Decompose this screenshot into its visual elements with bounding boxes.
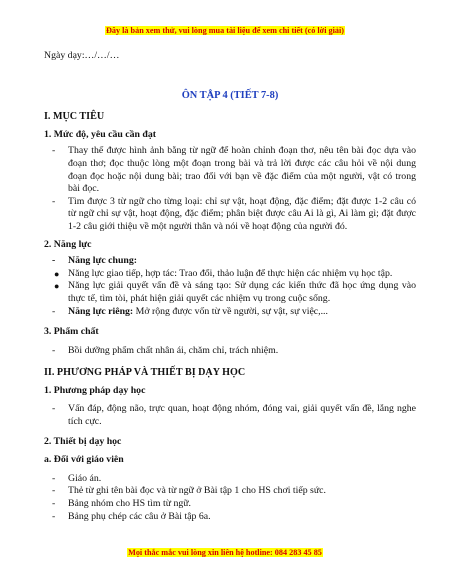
hotline-banner-text: Mọi thắc mắc vui lòng xin liên hệ hotline: 084 283 45 85 xyxy=(128,548,322,557)
methods-list xyxy=(44,403,416,428)
document-page xyxy=(44,50,416,523)
preview-banner-text: Đây là bản xem thử, vui lòng mua tài liệu để xem chi tiết (có lời giải) xyxy=(105,26,344,35)
list-item-text: Năng lực giao tiếp, hợp tác: Trao đổi, thảo luận để thực hiện các nhiệm vụ học tập. xyxy=(68,267,393,279)
section-objectives-heading: I. MỤC TIÊU xyxy=(44,111,105,123)
lesson-title: ÔN TẬP 4 (TIẾT 7-8) xyxy=(181,89,279,101)
list-item xyxy=(54,280,416,305)
general-competency-label: - Năng lực chung: xyxy=(68,255,416,268)
section-methods-heading: II. PHƯƠNG PHÁP VÀ THIẾT BỊ DẠY HỌC xyxy=(44,367,246,379)
qualities-list xyxy=(44,345,416,358)
list-item xyxy=(54,267,416,281)
teacher-heading: a. Đối với giáo viên xyxy=(44,454,124,466)
requirements-list xyxy=(44,145,416,233)
specific-competency-text: Mở rộng được vốn từ về người, sự vật, sự việc,... xyxy=(133,305,328,317)
list-item: - Tìm được 3 từ ngữ cho từng loại: chỉ sự vật, hoạt động, đặc điểm; đặt được 1-2 câu có từ ngữ chỉ sự vật, hoạt động, đặc điểm; phân biệt được câu Ai là gì, Ai làm gì; đặt được 1-2 câu giới thiệu về một người thân và nói về hoạt động của người đó. xyxy=(68,196,416,234)
list-item: - Vấn đáp, động não, trực quan, hoạt động nhóm, đóng vai, giải quyết vấn đề, lắng nghe tích cực. xyxy=(68,403,416,428)
preview-banner xyxy=(0,26,450,35)
list-item xyxy=(68,306,416,319)
list-item: - Giáo án. xyxy=(68,473,416,486)
list-item: - Thay thế được hình ảnh bằng từ ngữ để hoàn chỉnh đoạn thơ, nêu tên bài đọc dựa vào đoạn thơ; đọc thuộc lòng một đoạn trong bài và trả lời được các câu hỏi về nội dung đoạn đọc hoặc nội dung bài; trao đổi với bạn về đặc điểm của một người, vật có trong bài đọc. xyxy=(68,145,416,195)
list-item: - Bồi dưỡng phẩm chất nhân ái, chăm chỉ, trách nhiệm. xyxy=(68,345,416,358)
hotline-banner xyxy=(0,548,450,557)
bullet-icon: ● xyxy=(54,268,60,279)
bullet-icon: ● xyxy=(54,281,60,292)
specific-competency-label: Năng lực riêng: xyxy=(68,305,134,317)
general-competency-list xyxy=(44,268,416,306)
equipment-heading: 2. Thiết bị dạy học xyxy=(44,435,122,447)
teacher-list xyxy=(44,473,416,523)
list-item: - Thẻ từ ghi tên bài đọc và từ ngữ ở Bài tập 1 cho HS chơi tiếp sức. xyxy=(68,485,416,498)
requirements-heading: 1. Mức độ, yêu cầu cần đạt xyxy=(44,128,157,140)
list-item: - Bảng phụ chép các câu ở Bài tập 6a. xyxy=(68,511,416,524)
list-item: - Bảng nhóm cho HS tìm từ ngữ. xyxy=(68,498,416,511)
qualities-heading: 3. Phẩm chất xyxy=(44,326,99,338)
methods-heading: 1. Phương pháp dạy học xyxy=(44,384,146,396)
date-line: Ngày dạy:…/…/… xyxy=(44,50,120,61)
competency-heading: 2. Năng lực xyxy=(44,238,92,250)
list-item-text: Năng lực giải quyết vấn đề và sáng tạo: Sử dụng các kiến thức đã học ứng dụng vào thực tế, tìm tòi, phát hiện giải quyết các nhiệm vụ trong cuộc sống. xyxy=(68,280,416,304)
competency-list xyxy=(44,255,416,268)
specific-competency-list xyxy=(44,306,416,319)
